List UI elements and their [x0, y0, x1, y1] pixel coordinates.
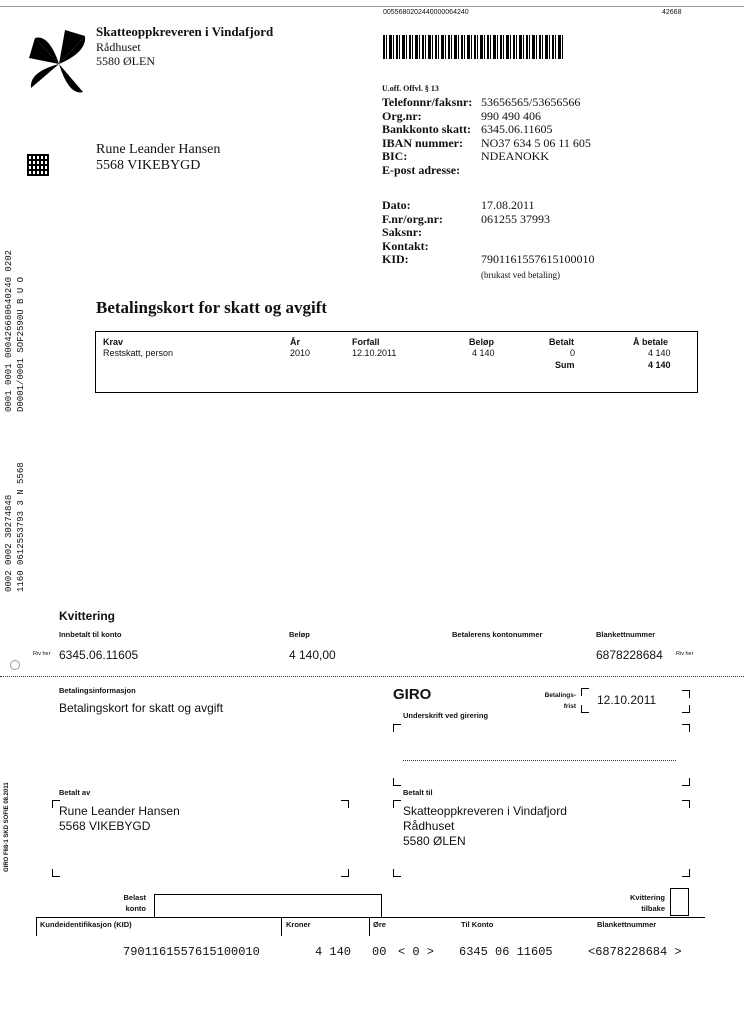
- ocr-check: < 0 >: [398, 945, 435, 959]
- corner-mark: [682, 724, 690, 732]
- kvittering-tilbake-checkbox[interactable]: [670, 888, 689, 916]
- page-code: 42668: [662, 9, 682, 16]
- signature-line[interactable]: [403, 760, 676, 761]
- qr-code: [27, 154, 49, 176]
- ocr-account: 6345 06 11605: [459, 945, 553, 959]
- top-rule: [0, 6, 744, 7]
- cell-forfall: 12.10.2011: [352, 348, 397, 358]
- riv-her-right: Riv her: [676, 651, 694, 657]
- betalt-til-label: Betalt til: [403, 788, 433, 797]
- corner-mark: [341, 800, 349, 808]
- page-title: Betalingskort for skatt og avgift: [96, 298, 328, 317]
- cell-betalt: 0: [570, 348, 576, 358]
- corner-mark: [341, 869, 349, 877]
- info-row: [382, 253, 595, 267]
- info-row: [382, 240, 595, 254]
- info-value: NDEANOKK: [481, 149, 549, 163]
- receipt-blankett: 6878228684: [596, 648, 663, 662]
- corner-mark: [393, 778, 401, 786]
- info-value: 990 490 406: [481, 108, 541, 123]
- info-header: U.off. Offvl. § 13: [382, 84, 439, 93]
- frist-label: Betalings- frist: [544, 692, 576, 710]
- cell-krav: Restskatt, person: [103, 348, 174, 358]
- ocr-line: 0055680202440000064240: [383, 9, 469, 16]
- info-label: BIC:: [382, 149, 408, 163]
- col-krav: Krav: [103, 337, 124, 347]
- info-row: [382, 96, 591, 110]
- signature-label: Underskrift ved girering: [403, 711, 489, 720]
- corner-mark: [393, 724, 401, 732]
- side-code-1: 0001 0001 000426680640240 0202: [4, 249, 14, 412]
- corner-mark: [682, 800, 690, 808]
- cell-a-betale: 4 140: [648, 348, 671, 358]
- kontonummer-label: Betalerens kontonummer: [452, 630, 543, 639]
- corner-mark: [682, 778, 690, 786]
- recipient-name: Rune Leander Hansen: [96, 142, 221, 157]
- info-label: Dato:: [382, 198, 411, 212]
- corner-mark: [52, 869, 60, 877]
- corner-mark: [682, 869, 690, 877]
- info-value: 53656565/53656566: [481, 95, 581, 109]
- info-label: IBAN nummer:: [382, 135, 463, 150]
- innbetalt-label: Innbetalt til konto: [59, 630, 122, 639]
- case-info-table: [382, 199, 595, 267]
- bottom-blankett-label: Blankettnummer: [597, 920, 657, 929]
- info-label: Bankkonto skatt:: [382, 122, 472, 136]
- claims-table: [95, 331, 698, 393]
- betalingsinfo-label: Betalingsinformasjon: [59, 686, 136, 695]
- punch-hole-icon: [10, 660, 20, 670]
- barcode: [383, 35, 565, 59]
- giro-title: GIRO: [393, 686, 432, 703]
- blankett-label: Blankettnummer: [596, 630, 656, 639]
- ocr-blankett: <6878228684 >: [588, 945, 682, 959]
- info-label: KID:: [382, 252, 409, 266]
- payee-address-2: 5580 ØLEN: [403, 834, 466, 848]
- info-row: [382, 164, 591, 178]
- bottom-divider: [36, 917, 37, 936]
- payer-address: 5568 VIKEBYGD: [59, 819, 151, 833]
- info-label: E-post adresse:: [382, 162, 461, 177]
- bottom-divider: [281, 917, 282, 936]
- col-betalt: Betalt: [549, 337, 575, 347]
- info-row: [382, 137, 591, 151]
- info-value: [481, 164, 591, 178]
- corner-mark: [682, 690, 690, 698]
- bottom-rule: [36, 917, 705, 918]
- info-label: Telefonnr/faksnr:: [382, 95, 473, 109]
- corner-mark: [682, 705, 690, 713]
- kvittering-tilbake-label: Kvittering tilbake: [629, 893, 665, 913]
- betalingsinfo-text: Betalingskort for skatt og avgift: [59, 701, 224, 715]
- info-value: [481, 226, 595, 240]
- ore-label: Øre: [373, 920, 386, 929]
- info-row: [382, 199, 595, 213]
- info-label: Kontakt:: [382, 238, 429, 253]
- betalt-av-label: Betalt av: [59, 788, 91, 797]
- side-code-2: D0001/0001 SOF2590U B U O: [16, 276, 26, 412]
- payee-name: Skatteoppkreveren i Vindafjord: [403, 804, 567, 818]
- cell-ar: 2010: [290, 348, 311, 358]
- corner-mark: [581, 705, 589, 713]
- sender-address-1: Rådhuset: [96, 40, 141, 54]
- ocr-kid: 7901161557615100010: [123, 945, 260, 959]
- tear-line[interactable]: [0, 676, 744, 677]
- info-row: [382, 150, 591, 164]
- info-value: 17.08.2011: [481, 198, 535, 212]
- info-label: Saksnr:: [382, 225, 423, 239]
- recipient-address: 5568 VIKEBYGD: [96, 158, 201, 173]
- info-label: F.nr/org.nr:: [382, 211, 443, 226]
- payee-address-1: Rådhuset: [403, 819, 455, 833]
- receipt-belop-label: Beløp: [289, 630, 310, 639]
- riv-her-left: Riv her: [33, 651, 51, 657]
- payer-name: Rune Leander Hansen: [59, 804, 180, 818]
- sum-label: Sum: [555, 360, 575, 370]
- col-a-betale: Å betale: [633, 337, 669, 347]
- sum-value: 4 140: [648, 360, 671, 370]
- receipt-title: Kvittering: [59, 609, 116, 623]
- receipt-account: 6345.06.11605: [59, 648, 139, 662]
- col-ar: År: [290, 337, 301, 347]
- corner-mark: [393, 869, 401, 877]
- info-value: 7901161557615100010: [481, 252, 595, 266]
- frist-value: 12.10.2011: [597, 693, 657, 707]
- belast-konto-label: Belast konto: [123, 893, 146, 913]
- ocr-kroner: 4 140: [315, 945, 352, 959]
- side-code-4: 1160 0612553793 3 N 5568: [16, 462, 26, 592]
- pinwheel-logo: [29, 30, 89, 98]
- belast-konto-field[interactable]: [154, 894, 382, 917]
- sender-name: Skatteoppkreveren i Vindafjord: [96, 24, 274, 39]
- corner-mark: [581, 688, 589, 696]
- ocr-ore: 00: [372, 945, 387, 959]
- info-value: [481, 240, 595, 254]
- receipt-amount: 4 140,00: [289, 648, 336, 662]
- info-row: [382, 226, 595, 240]
- kid-label: Kundeidentifikasjon (KID): [40, 920, 132, 929]
- kroner-label: Kroner: [286, 920, 311, 929]
- bottom-divider: [369, 917, 370, 936]
- info-row: [382, 213, 595, 227]
- info-row: [382, 123, 591, 137]
- sender-info-table: [382, 96, 591, 177]
- info-label: Org.nr:: [382, 108, 422, 123]
- kid-note: (brukast ved betaling): [481, 270, 560, 280]
- til-konto-label: Til Konto: [461, 920, 494, 929]
- col-forfall: Forfall: [352, 337, 380, 347]
- side-code-3: 0002 0002 30274848: [4, 494, 14, 592]
- corner-mark: [393, 800, 401, 808]
- info-value: 061255 37993: [481, 211, 550, 226]
- info-value: NO37 634 5 06 11 605: [481, 135, 591, 150]
- col-belop: Beløp: [469, 337, 495, 347]
- form-code: GIRO F68-1 SKD SOFIE 08.2011: [4, 782, 10, 872]
- info-value: 6345.06.11605: [481, 122, 553, 136]
- cell-belop: 4 140: [472, 348, 495, 358]
- sender-address-2: 5580 ØLEN: [96, 54, 155, 68]
- info-row: [382, 110, 591, 124]
